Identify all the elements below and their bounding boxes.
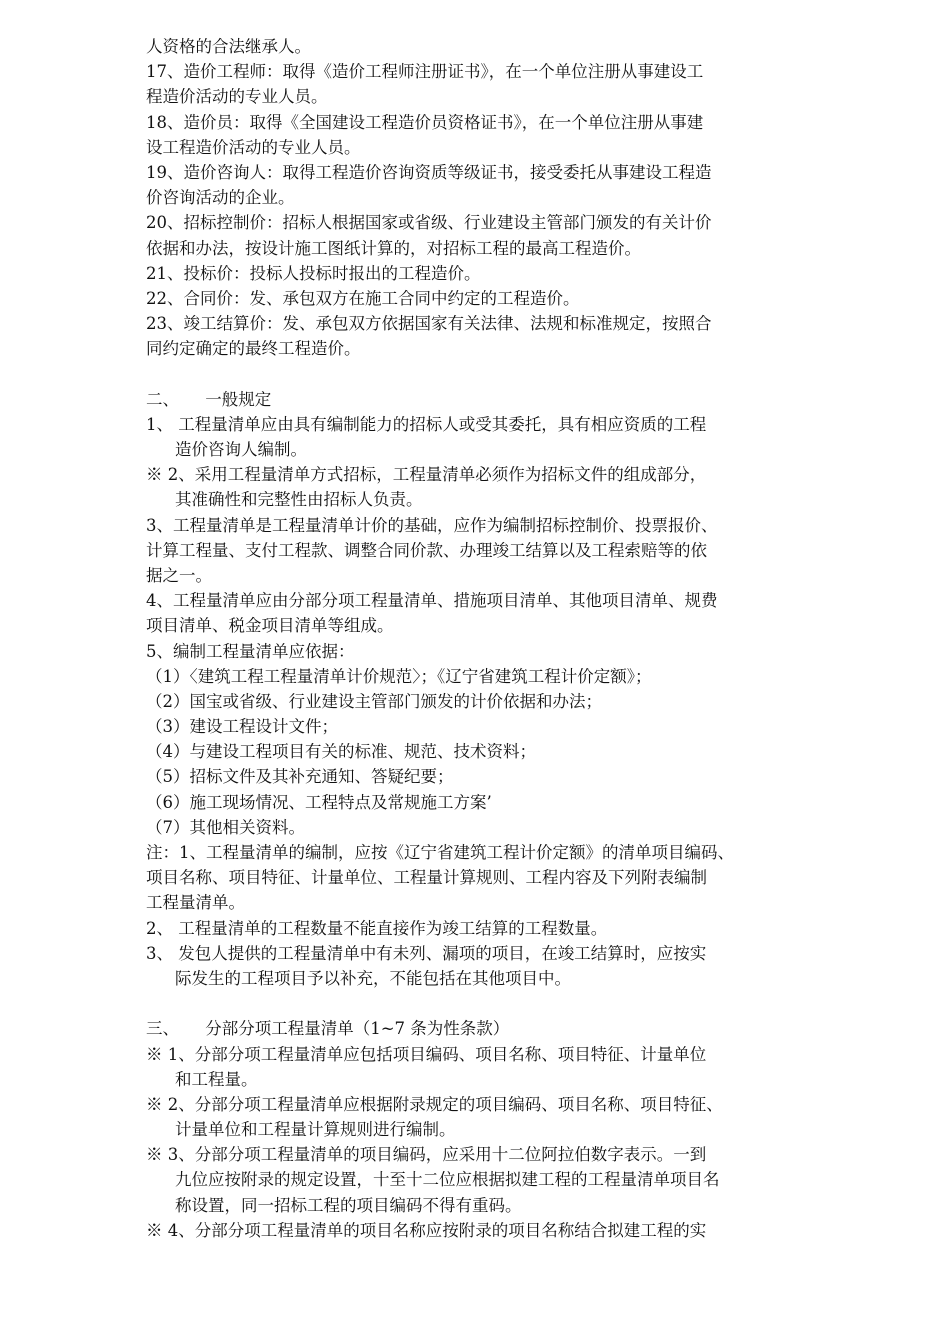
blank-line <box>146 991 826 1016</box>
text-line: 项目清单、税金项目清单等组成。 <box>146 616 394 636</box>
text-line: ※ 1、分部分项工程量清单应包括项目编码、项目名称、项目特征、计量单位 <box>146 1044 707 1064</box>
text-line: 注：1、工程量清单的编制，应按《辽宁省建筑工程计价定额》的清单项目编码、 <box>146 843 734 862</box>
text-line: （3）建设工程设计文件； <box>146 717 338 737</box>
text-line: （7）其他相关资料。 <box>146 817 305 837</box>
text-line: （4）与建设工程项目有关的标准、规范、技术资料； <box>146 742 536 762</box>
text-line: 23、竣工结算价：发、承包双方依据国家有关法律、法规和标准规定，按照合 <box>146 314 712 334</box>
text-line: 5、编制工程量清单应依据： <box>146 641 355 661</box>
text-line: 20、招标控制价：招标人根据国家或省级、行业建设主管部门颁发的有关计价 <box>146 213 712 233</box>
text-line: 九位应按附录的规定设置，十至十二位应根据拟建工程的工程量清单项目名 <box>175 1170 720 1190</box>
text-line: 二、 一般规定 <box>146 389 272 409</box>
text-line: （6）施工现场情况、工程特点及常规施工方案’ <box>146 792 492 812</box>
text-line: ※ 2、分部分项工程量清单应根据附录规定的项目编码、项目名称、项目特征、 <box>146 1094 723 1114</box>
text-line: 计算工程量、支付工程款、调整合同价款、办理竣工结算以及工程索赔等的依 <box>146 540 707 560</box>
text-line: （2）国宝或省级、行业建设主管部门颁发的计价依据和办法； <box>146 691 602 711</box>
text-line: 22、合同价：发、承包双方在施工合同中约定的工程造价。 <box>146 288 580 308</box>
text-line: 价咨询活动的企业。 <box>146 188 295 208</box>
text-line: （5）招标文件及其补充通知、答疑纪要； <box>146 767 454 787</box>
text-line: ※ 4、分部分项工程量清单的项目名称应按附录的项目名称结合拟建工程的实 <box>146 1220 707 1240</box>
text-line: 工程量清单。 <box>146 893 245 913</box>
text-line: 和工程量。 <box>175 1069 258 1089</box>
text-line: 18、造价员：取得《全国建设工程造价员资格证书》，在一个单位注册从事建 <box>146 112 704 132</box>
text-line: 21、投标价：投标人投标时报出的工程造价。 <box>146 263 481 283</box>
blank-line <box>146 361 826 386</box>
text-line: 计量单位和工程量计算规则进行编制。 <box>175 1120 456 1140</box>
text-line: 19、造价咨询人：取得工程造价咨询资质等级证书，接受委托从事建设工程造 <box>146 162 712 182</box>
text-line: （1）〈建筑工程工程量清单计价规范〉；《辽宁省建筑工程计价定额》； <box>146 666 652 686</box>
text-line: 造价咨询人编制。 <box>175 440 307 459</box>
text-line: 2、 工程量清单的工程数量不能直接作为竣工结算的工程数量。 <box>146 918 608 938</box>
text-line: 依据和办法，按设计施工图纸计算的，对招标工程的最高工程造价。 <box>146 238 641 258</box>
text-line: 17、造价工程师：取得《造价工程师注册证书》，在一个单位注册从事建设工 <box>146 62 704 82</box>
text-line: 项目名称、项目特征、计量单位、工程量计算规则、工程内容及下列附表编制 <box>146 868 707 888</box>
text-line: 际发生的工程项目予以补充，不能包括在其他项目中。 <box>175 968 571 988</box>
text-line: 其准确性和完整性由招标人负责。 <box>175 490 423 510</box>
text-line: 三、 分部分项工程量清单（1~7 条为性条款） <box>146 1019 510 1039</box>
text-line: ※ 2、采用工程量清单方式招标，工程量清单必须作为招标文件的组成部分， <box>146 465 707 485</box>
text-line: 4、工程量清单应由分部分项工程量清单、措施项目清单、其他项目清单、规费 <box>146 591 718 611</box>
document-page <box>146 34 826 1243</box>
text-line: 1、 工程量清单应由具有编制能力的招标人或受其委托，具有相应资质的工程 <box>146 414 707 434</box>
text-line: 称设置，同一招标工程的项目编码不得有重码。 <box>175 1195 522 1215</box>
text-line: 程造价活动的专业人员。 <box>146 87 328 107</box>
text-line: 同约定确定的最终工程造价。 <box>146 339 361 359</box>
text-line: ※ 3、分部分项工程量清单的项目编码，应采用十二位阿拉伯数字表示。一到 <box>146 1145 707 1165</box>
text-line: 3、工程量清单是工程量清单计价的基础，应作为编制招标控制价、投票报价、 <box>146 515 718 535</box>
text-line: 设工程造价活动的专业人员。 <box>146 137 361 157</box>
text-line: 3、 发包人提供的工程量清单中有未列、漏项的项目，在竣工结算时，应按实 <box>146 943 707 963</box>
text-line: 据之一。 <box>146 565 212 585</box>
text-line: 人资格的合法继承人。 <box>146 37 311 56</box>
